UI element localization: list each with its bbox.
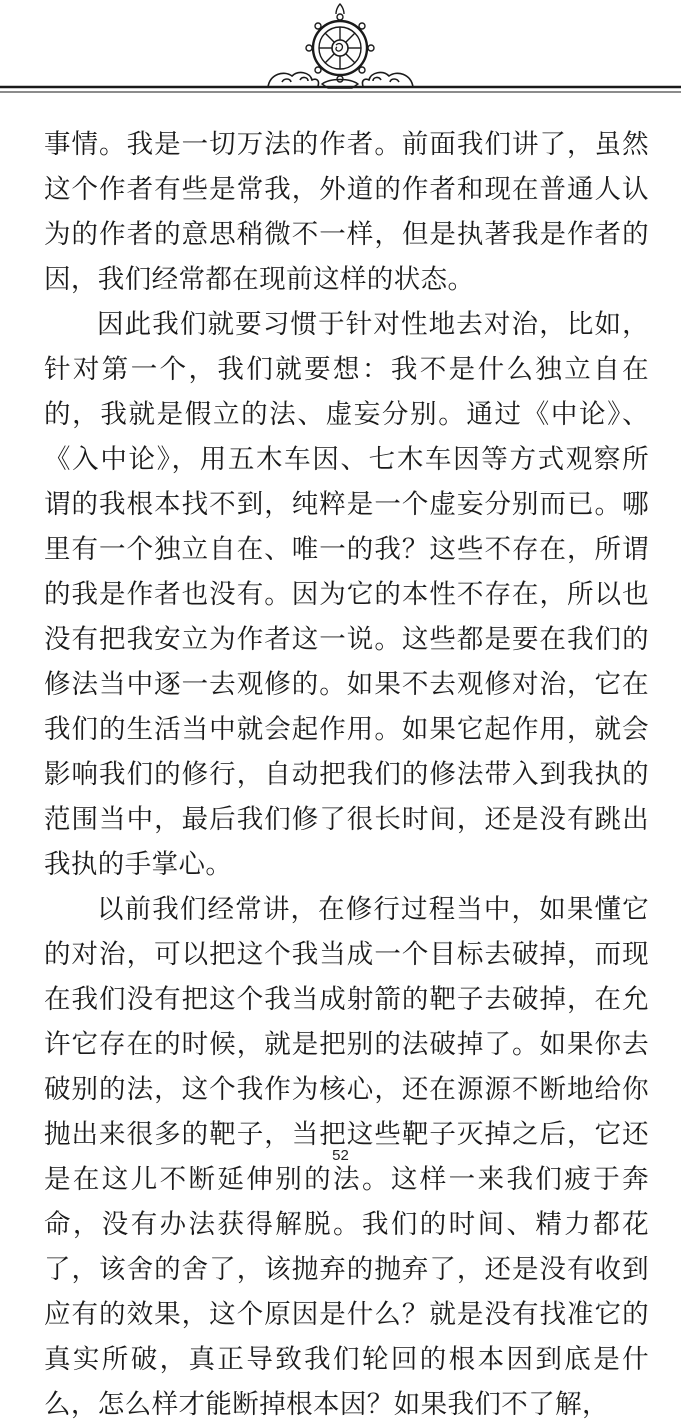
paragraph-1: 事情。我是一切万法的作者。前面我们讲了，虽然这个作者有些是常我，外道的作者和现在普通人认为的作者的意思稍微不一样，但是执著我是作者的因，我们经常都在现前这样的状态。 bbox=[44, 129, 649, 295]
page-header-ornament bbox=[0, 0, 681, 110]
paragraph-3: 以前我们经常讲，在修行过程当中，如果懂它的对治，可以把这个我当成一个目标去破掉，而现在我们没有把这个我当成射箭的靶子去破掉，在允许它存在的时候，就是把别的法破掉了。如果你去破别的法，这个我作为核心，还在源源不断地给你抛出来很多的靶子，当把这些靶子灭掉之后，它还是在这儿不断延伸别的法。这样一来我们疲于奔命，没有办法获得解脱。我们的时间、精力都花了，该舍的舍了，该抛弃的抛弃了，还是没有收到应有的效果，这个原因是什么？就是没有找准它的真实所破，真正导致我们轮回的根本因到底是什么，怎么样才能断掉根本因？如果我们不了解， bbox=[44, 894, 649, 1420]
page-body bbox=[44, 122, 649, 1427]
dharma-wheel-icon bbox=[0, 0, 681, 110]
page-number: 52 bbox=[332, 1147, 349, 1164]
paragraph-2: 因此我们就要习惯于针对性地去对治，比如，针对第一个，我们就要想：我不是什么独立自在的，我就是假立的法、虚妄分别。通过《中论》、《入中论》，用五木车因、七木车因等方式观察所谓的我根本找不到，纯粹是一个虚妄分别而已。哪里有一个独立自在、唯一的我？这些不存在，所谓的我是作者也没有。因为它的本性不存在，所以也没有把我安立为作者这一说。这些都是要在我们的修法当中逐一去观修的。如果不去观修对治，它在我们的生活当中就会起作用。如果它起作用，就会影响我们的修行，自动把我们的修法带入到我执的范围当中，最后我们修了很长时间，还是没有跳出我执的手掌心。 bbox=[44, 309, 649, 880]
